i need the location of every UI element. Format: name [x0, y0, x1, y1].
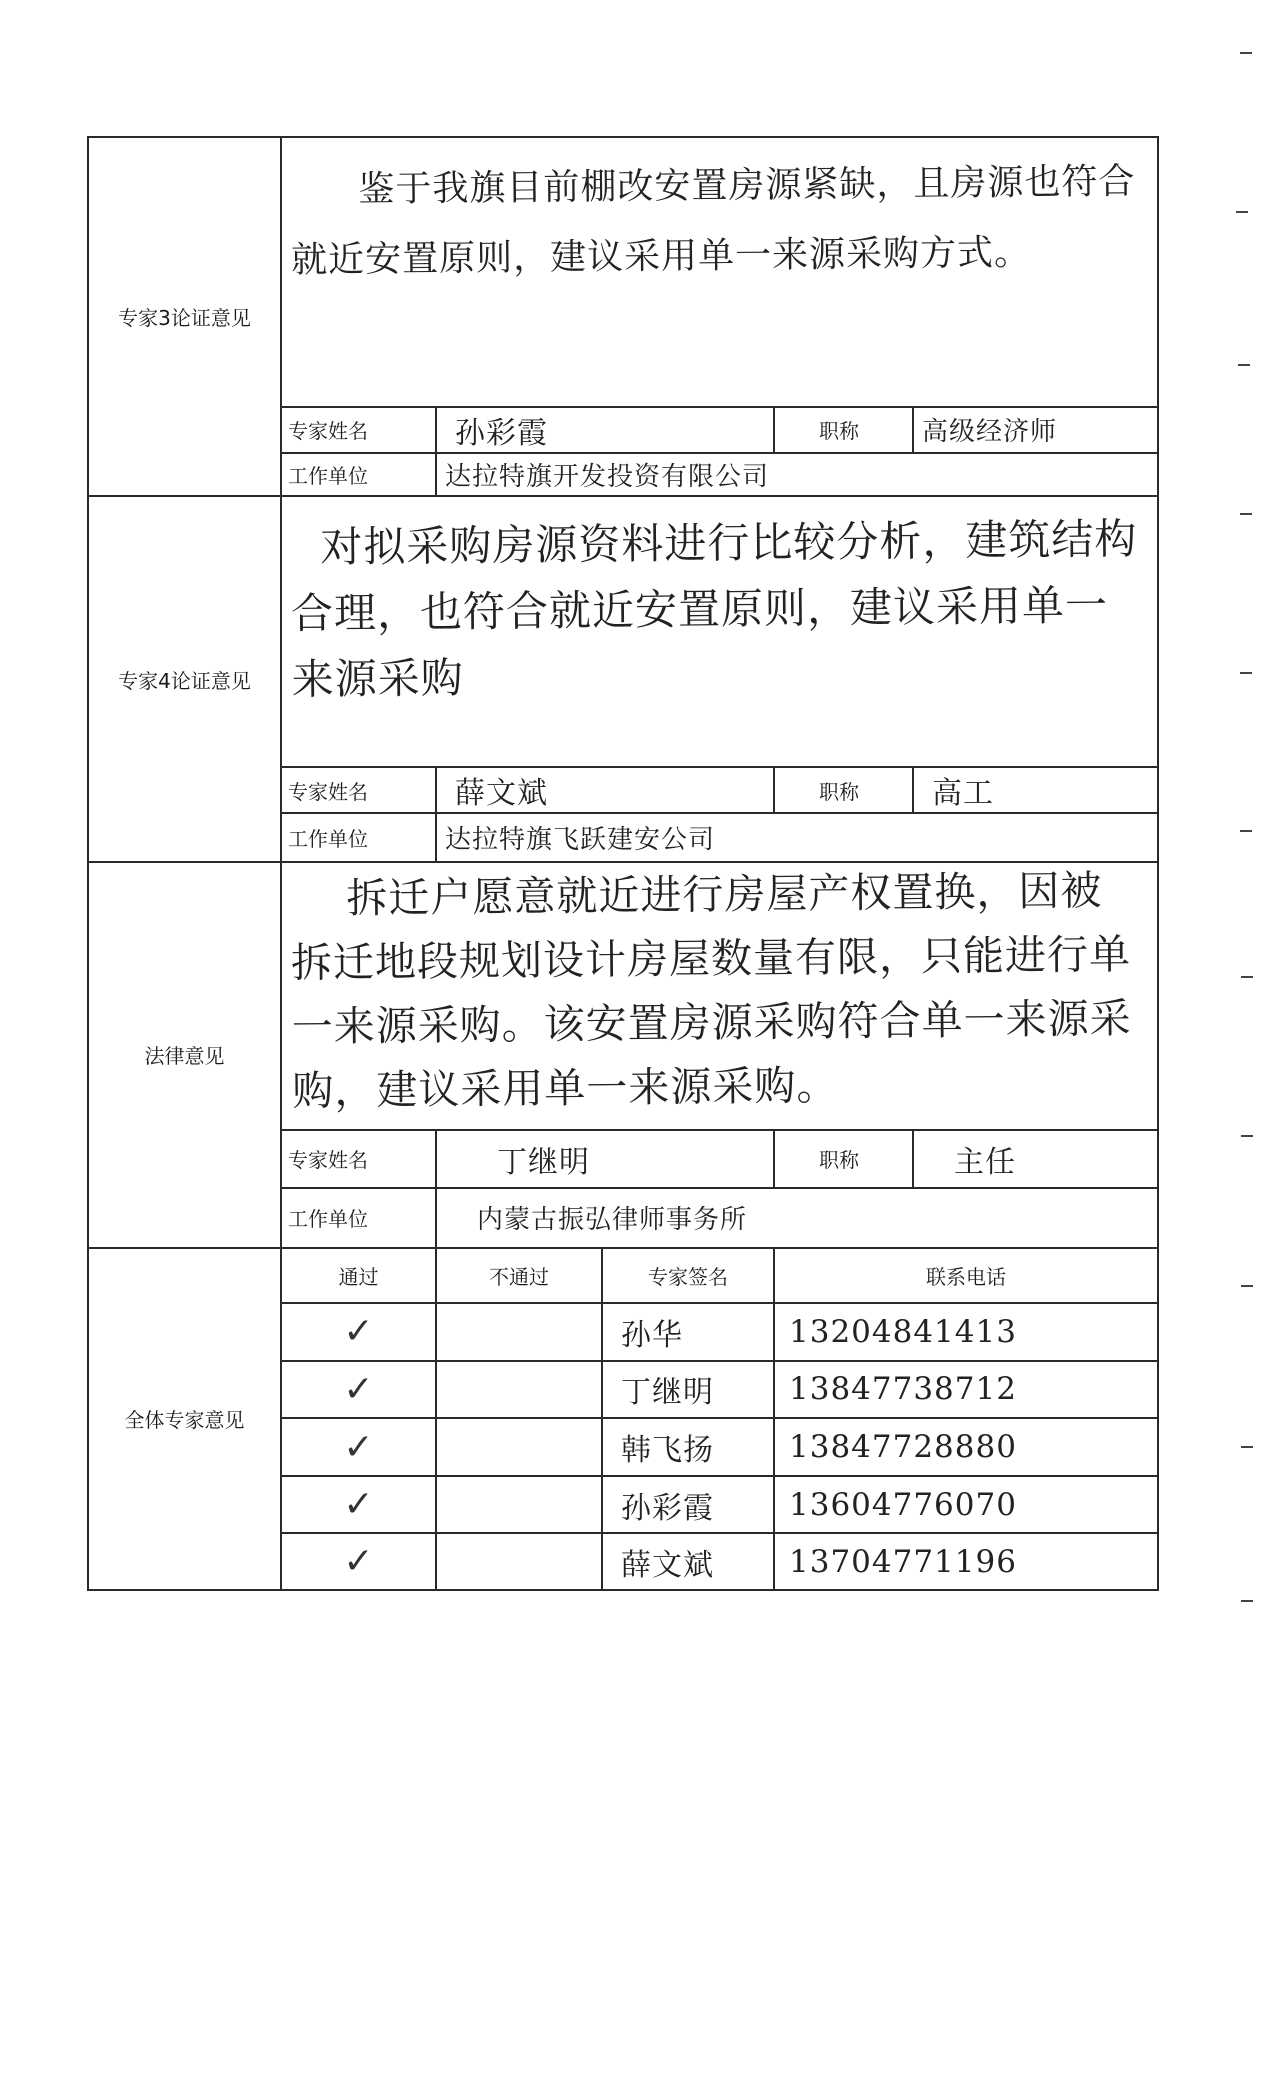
- scan-margin-mark: [1238, 364, 1250, 366]
- fail-cell: [436, 1361, 602, 1419]
- expert-signature: 孙华: [602, 1303, 774, 1361]
- legal-unit-label: 工作单位: [281, 1188, 436, 1248]
- scan-margin-mark: [1240, 672, 1252, 674]
- expert4-section-label: 专家4论证意见: [88, 496, 281, 861]
- expert-signature: 孙彩霞: [602, 1476, 774, 1534]
- expert4-opinion-cell: [281, 496, 1158, 767]
- scan-margin-mark: [1236, 211, 1248, 213]
- pass-check-icon: ✓: [281, 1418, 436, 1476]
- expert-phone: 13604776070: [774, 1476, 1158, 1534]
- fail-cell: [436, 1533, 602, 1590]
- expert3-name-label: 专家姓名: [281, 407, 436, 453]
- expert4-unit-value: 达拉特旗飞跃建安公司: [436, 813, 1158, 861]
- pass-check-icon: ✓: [281, 1476, 436, 1534]
- header-phone: 联系电话: [774, 1248, 1158, 1304]
- pass-check-icon: ✓: [281, 1533, 436, 1590]
- expert3-title-value: 高级经济师: [913, 407, 1158, 453]
- header-fail: 不通过: [436, 1248, 602, 1304]
- fail-cell: [436, 1418, 602, 1476]
- expert-signature: 韩飞扬: [602, 1418, 774, 1476]
- legal-name-value: 丁继明: [436, 1130, 774, 1189]
- scan-margin-mark: [1241, 1600, 1253, 1602]
- scan-margin-mark: [1240, 830, 1252, 832]
- expert3-name-value: 孙彩霞: [436, 407, 774, 453]
- expert-phone: 13704771196: [774, 1533, 1158, 1590]
- expert4-name-label: 专家姓名: [281, 767, 436, 813]
- expert3-unit-label: 工作单位: [281, 453, 436, 496]
- fail-cell: [436, 1476, 602, 1534]
- expert-review-form: [87, 136, 1159, 1591]
- expert3-title-label: 职称: [774, 407, 913, 453]
- header-signature: 专家签名: [602, 1248, 774, 1304]
- expert-phone: 13847738712: [774, 1361, 1158, 1419]
- scan-margin-mark: [1241, 1285, 1253, 1287]
- legal-section-label: 法律意见: [88, 862, 281, 1248]
- expert4-unit-label: 工作单位: [281, 813, 436, 861]
- scan-margin-mark: [1241, 1446, 1253, 1448]
- scan-margin-mark: [1240, 513, 1252, 515]
- pass-check-icon: ✓: [281, 1361, 436, 1419]
- expert4-opinion-text: 对拟采购房源资料进行比较分析，建筑结构合理，也符合就近安置原则，建议采用单一来源采购: [290, 514, 1138, 705]
- fail-cell: [436, 1303, 602, 1361]
- legal-opinion-text: 拆迁户愿意就近进行房屋产权置换，因被拆迁地段规划设计房屋数量有限，只能进行单一来源采购。该安置房源采购符合单一来源采购，建议采用单一来源采购。: [290, 866, 1132, 1115]
- legal-title-label: 职称: [774, 1130, 913, 1189]
- expert-phone: 13204841413: [774, 1303, 1158, 1361]
- pass-check-icon: ✓: [281, 1303, 436, 1361]
- scan-margin-mark: [1241, 976, 1253, 978]
- expert4-title-label: 职称: [774, 767, 913, 813]
- legal-opinion-cell: [281, 862, 1158, 1130]
- expert-signature: 薛文斌: [602, 1533, 774, 1590]
- legal-name-label: 专家姓名: [281, 1130, 436, 1189]
- expert3-unit-value: 达拉特旗开发投资有限公司: [436, 453, 1158, 496]
- expert4-title-value: 高工: [913, 767, 1158, 813]
- scan-margin-mark: [1241, 1135, 1253, 1137]
- expert3-opinion-cell: [281, 137, 1158, 407]
- scan-margin-mark: [1240, 52, 1252, 54]
- expert-signature: 丁继明: [602, 1361, 774, 1419]
- header-pass: 通过: [281, 1248, 436, 1304]
- legal-unit-value: 内蒙古振弘律师事务所: [436, 1188, 1158, 1248]
- expert3-opinion-text: 鉴于我旗目前棚改安置房源紧缺，且房源也符合就近安置原则，建议采用单一来源采购方式。: [290, 161, 1136, 281]
- expert4-name-value: 薛文斌: [436, 767, 774, 813]
- expert-phone: 13847728880: [774, 1418, 1158, 1476]
- legal-title-value: 主任: [913, 1130, 1158, 1189]
- expert3-section-label: 专家3论证意见: [88, 137, 281, 496]
- all-experts-section-label: 全体专家意见: [88, 1248, 281, 1590]
